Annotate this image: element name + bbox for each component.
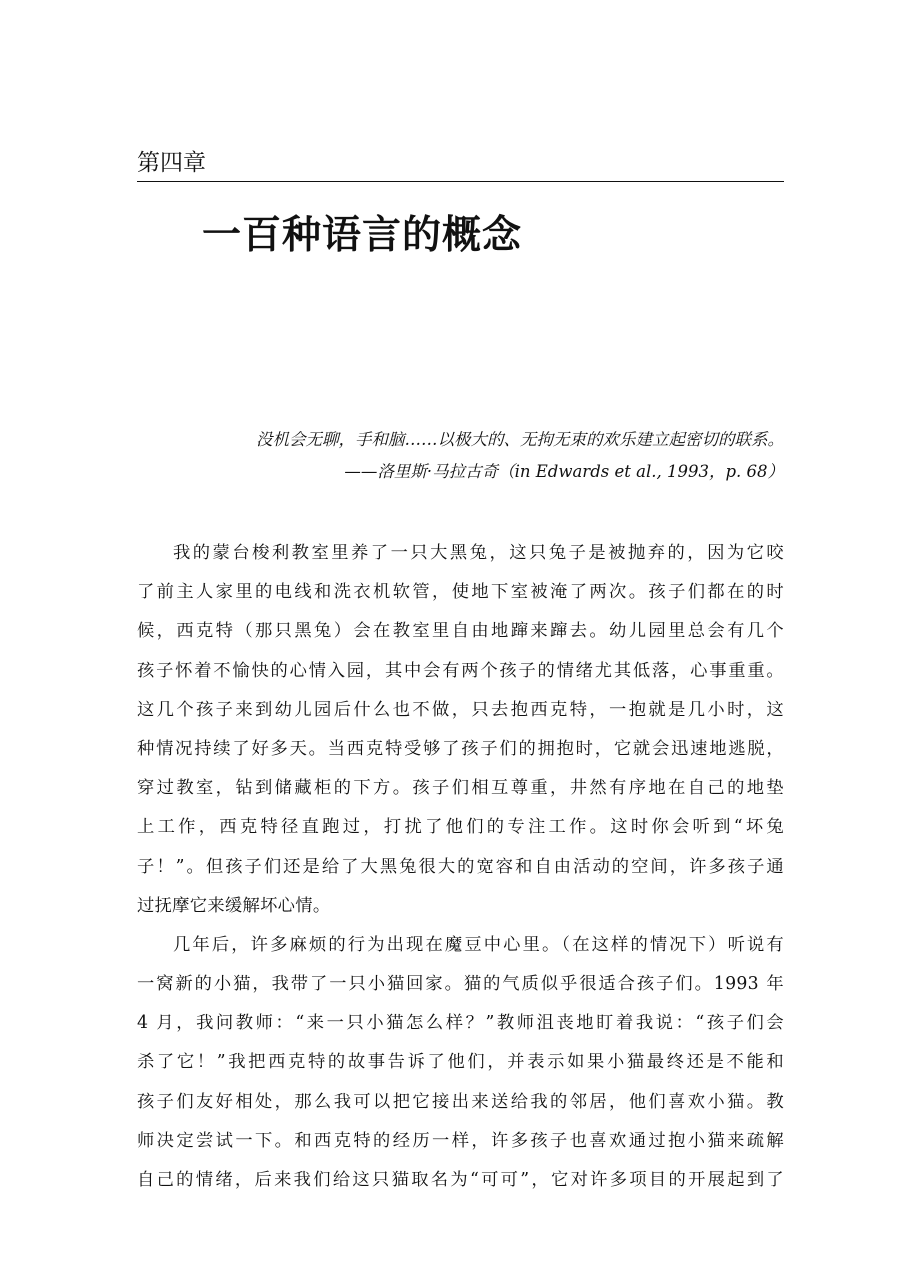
chapter-label: 第四章	[137, 150, 206, 176]
text-line: 候，西克特（那只黑兔）会在教室里自由地蹿来蹿去。幼儿园里总会有几个	[137, 621, 784, 642]
text-line: 了前主人家里的电线和洗衣机软管，使地下室被淹了两次。孩子们都在的时	[137, 582, 784, 603]
text-line: 自己的情绪，后来我们给这只猫取名为“可可”，它对许多项目的开展起到了	[137, 1170, 784, 1190]
text-line: 这几个孩子来到幼儿园后什么也不做，只去抱西克特，一抱就是几小时，这	[137, 699, 784, 720]
text-line: 4 月，我问教师：“来一只小猫怎么样？”教师沮丧地盯着我说：“孩子们会	[137, 1013, 784, 1034]
text-line: 一窝新的小猫，我带了一只小猫回家。猫的气质似乎很适合孩子们。1993 年	[137, 974, 784, 995]
body-text	[137, 534, 784, 1200]
epigraph	[137, 424, 784, 488]
paragraph-1	[137, 534, 784, 926]
text-line: 上工作，西克特径直跑过，打扰了他们的专注工作。这时你会听到“坏兔	[137, 817, 784, 838]
text-line: 杀了它！”我把西克特的故事告诉了他们，并表示如果小猫最终还是不能和	[137, 1052, 784, 1073]
text-line: 几年后，许多麻烦的行为出现在魔豆中心里。（在这样的情况下）听说有	[173, 934, 784, 955]
paragraph-2	[137, 926, 784, 1200]
text-line: 过抚摩它来缓解坏心情。	[137, 895, 331, 916]
text-line: 种情况持续了好多天。当西克特受够了孩子们的拥抱时，它就会迅速地逃脱，	[137, 738, 784, 759]
text-line: 孩子怀着不愉快的心情入园，其中会有两个孩子的情绪尤其低落，心事重重。	[137, 660, 784, 681]
text-line: 穿过教室，钻到储藏柜的下方。孩子们相互尊重，井然有序地在自己的地垫	[137, 778, 784, 799]
text-line: 师决定尝试一下。和西克特的经历一样，许多孩子也喜欢通过抱小猫来疏解	[137, 1130, 784, 1151]
epigraph-attribution: ——洛里斯·马拉古奇（in Edwards et al., 1993，p. 68）	[344, 462, 784, 481]
text-line: 我的蒙台梭利教室里养了一只大黑兔，这只兔子是被抛弃的，因为它咬	[173, 543, 784, 563]
chapter-divider	[137, 181, 784, 182]
text-line: 孩子们友好相处，那么我可以把它接出来送给我的邻居，他们喜欢小猫。教	[137, 1091, 784, 1112]
epigraph-quote: 没机会无聊，手和脑……以极大的、无拘无束的欢乐建立起密切的联系。	[256, 430, 784, 449]
text-line: 子！”。但孩子们还是给了大黑兔很大的宽容和自由活动的空间，许多孩子通	[137, 856, 784, 877]
chapter-title: 一百种语言的概念	[202, 213, 523, 258]
